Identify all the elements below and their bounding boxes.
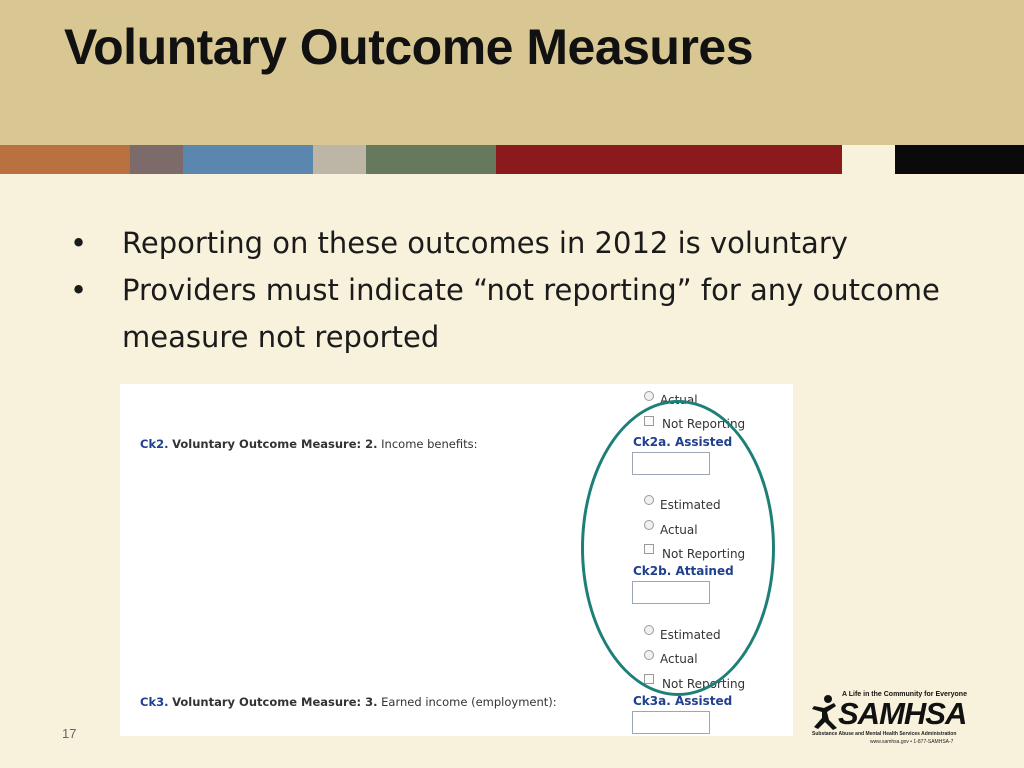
ck3a-assisted-input[interactable] xyxy=(632,711,710,734)
ck3a-assisted-label: Ck3a. Assisted xyxy=(633,694,733,708)
color-stripe-1 xyxy=(0,145,130,174)
color-stripe-6 xyxy=(496,145,842,174)
actual-label: Actual xyxy=(660,393,698,407)
bullet-dot: • xyxy=(70,273,88,307)
color-stripe-3 xyxy=(183,145,313,174)
measure-ck3 xyxy=(140,695,557,709)
color-stripe-8 xyxy=(895,145,1024,174)
estimated-label: Estimated xyxy=(660,498,721,512)
bullet-item xyxy=(70,220,950,267)
bullet-text: Reporting on these outcomes in 2012 is voluntary xyxy=(122,226,848,260)
logo-wordmark: SAMHSA xyxy=(838,696,967,731)
actual-radio[interactable] xyxy=(644,391,654,401)
not-reporting-label: Not Reporting xyxy=(662,677,746,691)
measure-code: Ck3. xyxy=(140,695,169,709)
measure-desc: Earned income (employment): xyxy=(381,695,557,709)
bullet-item xyxy=(70,267,950,361)
ck2a-assisted-label: Ck2a. Assisted xyxy=(633,435,733,449)
page-number: 17 xyxy=(62,726,77,741)
bullet-list xyxy=(70,220,950,361)
bullet-dot: • xyxy=(70,226,88,260)
estimated-label: Estimated xyxy=(660,628,721,642)
logo-subtitle: Substance Abuse and Mental Health Services Administration xyxy=(812,731,957,737)
color-stripe-5 xyxy=(366,145,496,174)
logo-contact: www.samhsa.gov • 1-877-SAMHSA-7 xyxy=(870,739,954,745)
measure-ck2 xyxy=(140,437,478,451)
highlight-ellipse xyxy=(581,400,775,696)
title-bar xyxy=(0,0,1024,145)
ck2b-attained-label: Ck2b. Attained xyxy=(633,564,734,578)
measure-label: Voluntary Outcome Measure: 3. xyxy=(172,695,378,709)
measure-desc: Income benefits: xyxy=(381,437,478,451)
measure-code: Ck2. xyxy=(140,437,169,451)
color-stripe-7 xyxy=(842,145,895,174)
measure-label: Voluntary Outcome Measure: 2. xyxy=(172,437,378,451)
actual-label: Actual xyxy=(660,523,698,537)
bullet-text: Providers must indicate “not reporting” for any outcome measure not reported xyxy=(122,273,940,354)
slide-title: Voluntary Outcome Measures xyxy=(64,19,754,75)
not-reporting-label: Not Reporting xyxy=(662,547,746,561)
person-figure-icon xyxy=(810,694,840,730)
not-reporting-label: Not Reporting xyxy=(662,417,746,431)
samhsa-logo xyxy=(808,688,978,748)
color-stripe-2 xyxy=(130,145,183,174)
logo-tagline: A Life in the Community for Everyone xyxy=(842,691,967,698)
color-stripe-4 xyxy=(313,145,366,174)
actual-label: Actual xyxy=(660,652,698,666)
